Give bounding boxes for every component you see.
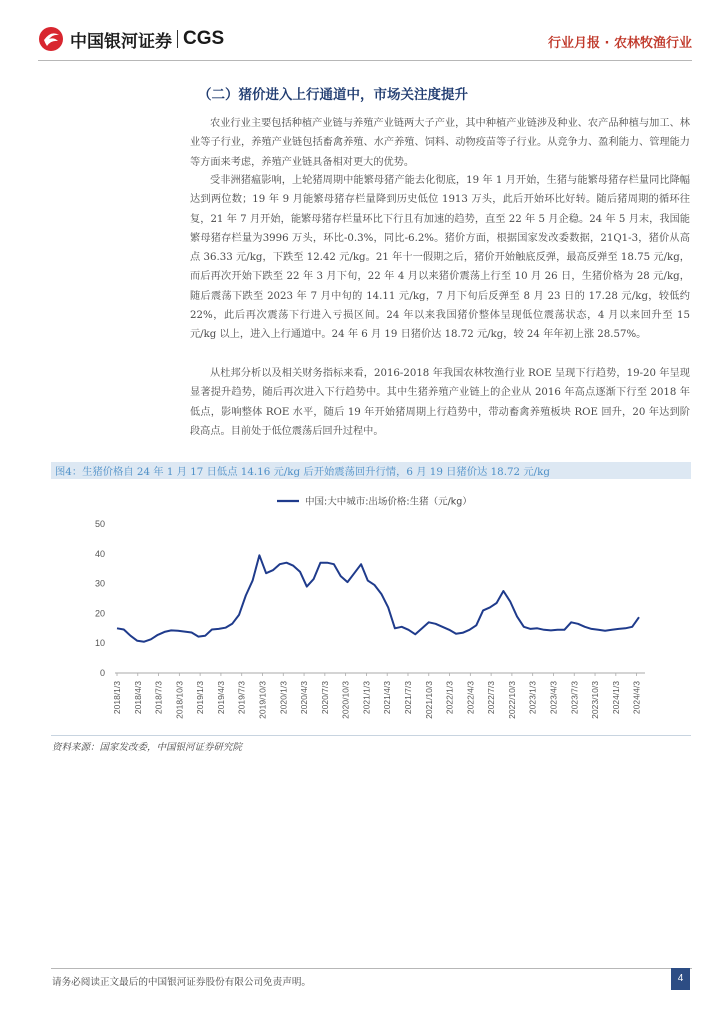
x-tick-label: 2021/7/3 (402, 681, 413, 715)
x-tick-label: 2024/4/3 (631, 681, 642, 715)
y-tick-label: 30 (94, 578, 105, 589)
legend-label: 中国:大中城市:出场价格:生猪（元/kg） (305, 496, 472, 508)
x-tick-label: 2019/4/3 (215, 681, 226, 715)
paragraph-1-text: 农业行业主要包括种植产业链与养殖产业链两大子产业，其中种植产业链涉及种业、农产品种植与加工、林业等子行业，养殖产业链包括畜禽养殖、水产养殖、饲料、动物疫苗等子行业。从竞争力、盈利能力、管理能力等方面来考虑，养殖产业链具备相对更大的优势。 (190, 118, 690, 168)
x-tick-label: 2021/4/3 (382, 681, 393, 715)
x-tick-label: 2018/4/3 (132, 681, 143, 715)
cgs-logo-icon (38, 26, 64, 52)
x-tick-label: 2022/7/3 (486, 681, 497, 715)
x-tick-label: 2020/7/3 (319, 681, 330, 715)
section-title: （二）猪价进入上行通道中，市场关注度提升 (198, 87, 468, 103)
y-tick-label: 10 (94, 638, 105, 649)
x-tick-label: 2019/10/3 (257, 681, 268, 719)
paragraph-3-text: 从杜邦分析以及相关财务指标来看，2016-2018 年我国农林牧渔行业 ROE 呈现下行趋势，19-20 年呈现显著提升趋势，随后再次进入下行趋势中。其中生猪养殖产业链上的企业从 2016 年高点逐渐下行至 2018 年低点，影响整体 ROE 水平，随后 19 年开始猪周期上行趋势中，带动畜禽养殖板块 ROE 回升，20 年达到阶段高点。目前处于低位震荡后回升过程中。 (190, 368, 690, 437)
paragraph-2-text: 受非洲猪瘟影响，上轮猪周期中能繁母猪产能去化彻底，19 年 1 月开始，生猪与能繁母猪存栏量同比降幅达到两位数；19 年 9 月能繁母猪存栏量降到历史低位 1913 万头，此后开始环比好转。随后猪周期的循环往复，21 年 7 月开始，能繁母猪存栏量环比下行且有加速的趋势，直至 22 年 5 月企稳。24 年 5 月末，我国能繁母猪存栏量为3996 万头，环比-0.3%，同比-6.2%。猪价方面，根据国家发改委数据，21Q1-3，猪价从高点 36.33 元/kg，下跌至 12.42 元/kg。21 年十一假期之后，猪价开始触底反弹，最高反弹至 18.75 元/kg，而后再次开始下跌至 22 年 3 月下旬，22 年 4 月以来猪价震荡上行至 10 月 26 日，生猪价格为 28 元/kg，随后震荡下跌至 2023 年 7 月中旬的 14.11 元/kg，7 月下旬后反弹至 8 月 23 日的 17.28 元/kg，较低约 22%，此后再次震荡下行进入亏损区间。24 年以来我国猪价整体呈现低位震荡状态，4 月以来回升至 15 元/kg 以上，进入上行通道中。24 年 6 月 19 日猪价达 18.72 元/kg，较 24 年年初上涨 28.57%。 (190, 175, 690, 341)
x-tick-label: 2023/7/3 (569, 681, 580, 715)
pig-price-line-chart (51, 484, 691, 734)
x-tick-label: 2022/10/3 (506, 681, 517, 719)
footer-divider (51, 968, 692, 969)
logo-english-name: CGS (183, 28, 225, 49)
y-tick-label: 40 (94, 548, 105, 559)
series-line-pig-price (117, 555, 639, 641)
x-tick-label: 2024/1/3 (610, 681, 621, 715)
x-tick-label: 2021/1/3 (361, 681, 372, 715)
y-tick-label: 50 (94, 519, 105, 529)
paragraph-1 (190, 114, 690, 172)
company-logo (38, 26, 224, 52)
x-tick-label: 2023/10/3 (590, 681, 601, 719)
x-tick-label: 2020/10/3 (340, 681, 351, 719)
x-tick-label: 2021/10/3 (423, 681, 434, 719)
logo-separator (177, 30, 178, 48)
figure-source: 资料来源：国家发改委，中国银河证券研究院 (52, 742, 243, 753)
header-divider (38, 60, 692, 61)
x-tick-label: 2022/4/3 (465, 681, 476, 715)
x-tick-label: 2019/7/3 (236, 681, 247, 715)
x-tick-label: 2018/7/3 (153, 681, 164, 715)
x-tick-label: 2019/1/3 (195, 681, 206, 715)
x-tick-label: 2022/1/3 (444, 681, 455, 715)
figure-caption: 图4：生猪价格自 24 年 1 月 17 日低点 14.16 元/kg 后开始震荡回升行情，6 月 19 日猪价达 18.72 元/kg (55, 466, 550, 478)
logo-chinese-name: 中国银河证券 (70, 31, 172, 52)
page-header (0, 0, 724, 62)
x-tick-label: 2023/1/3 (527, 681, 538, 715)
footer-disclaimer: 请务必阅读正文最后的中国银河证券股份有限公司免责声明。 (52, 977, 312, 988)
x-tick-label: 2023/4/3 (548, 681, 559, 715)
x-tick-label: 2018/1/3 (112, 681, 122, 715)
report-type: 行业月报 · 农林牧渔行业 (548, 36, 692, 51)
x-tick-label: 2018/10/3 (174, 681, 185, 719)
y-tick-label: 0 (99, 668, 105, 678)
paragraph-3 (190, 364, 690, 441)
paragraph-2 (190, 171, 690, 345)
x-tick-label: 2020/4/3 (299, 681, 310, 715)
y-tick-label: 20 (94, 608, 105, 619)
figure-bottom-divider (51, 735, 691, 736)
x-tick-label: 2020/1/3 (278, 681, 289, 715)
page-number: 4 (671, 968, 690, 990)
